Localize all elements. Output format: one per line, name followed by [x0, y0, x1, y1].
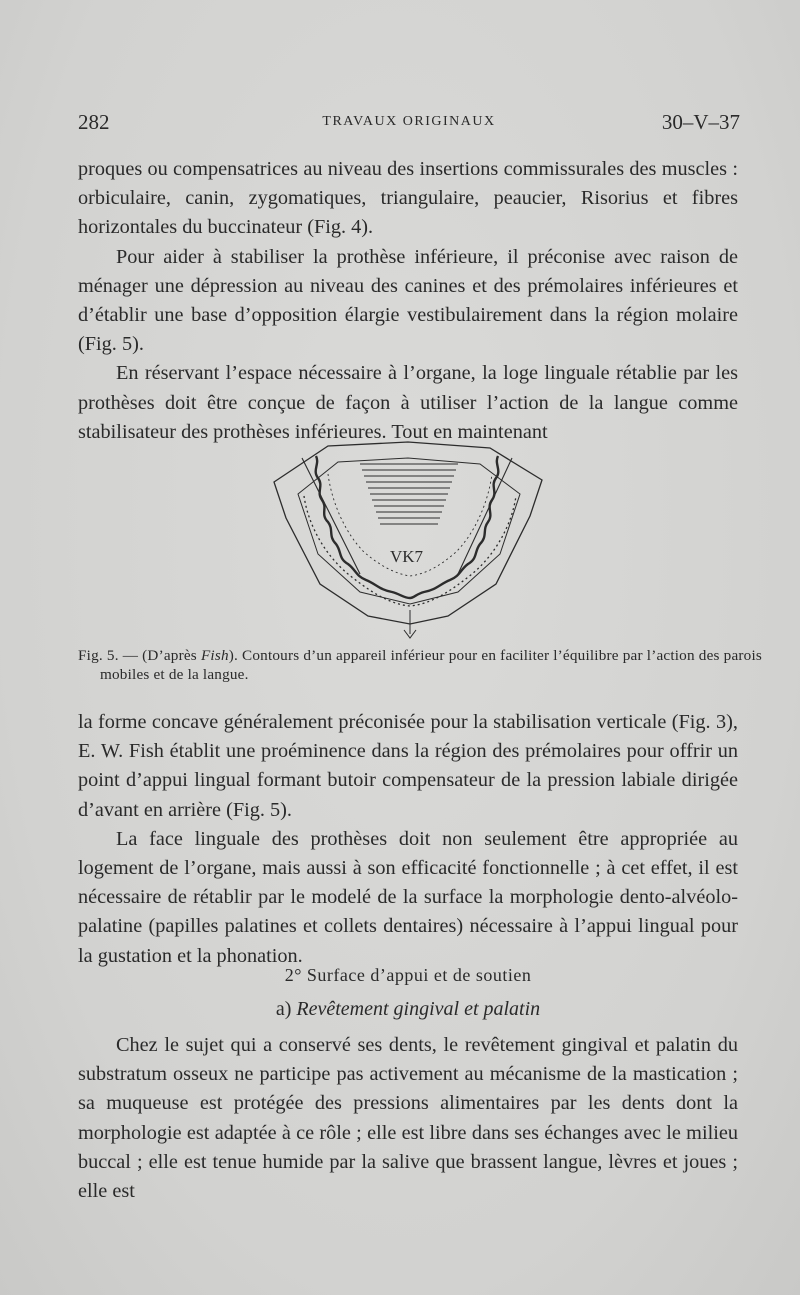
subheading-label: a): [275, 998, 297, 1020]
right-ridge: [410, 456, 498, 598]
bottom-text-block: [78, 1031, 738, 1206]
section-heading: 2° Surface d’appui et de soutien: [284, 965, 532, 985]
paragraph: la forme concave généralement préconisée pour la stabilisation verticale (Fig. 3), E. W. Fish établit une proéminence dans la région des prémolaires pour offrir un point d’appui lingual formant butoir compensateur de la pression labiale dirigée d’avant en arrière (Fig. 5).: [78, 711, 738, 821]
subsection-heading: [78, 998, 738, 1021]
top-text-block: [78, 155, 738, 447]
issue-date: 30–V–37: [661, 110, 740, 134]
cross-line: [458, 458, 512, 574]
subheading-title: Revêtement gingival et palatin: [296, 998, 541, 1020]
left-ridge: [316, 456, 410, 598]
paragraph: La face linguale des prothèses doit non seulement être appropriée au logement de l’organe, mais aussi à son efficacité fonctionnelle ; à cet effet, il est nécessaire de rétablir par le modelé de la surface la morphologie dento-alvéolo-palatine (papilles palatines et collets dentaires) nécessaire à l’appui lingual pour la gustation et la phonation.: [78, 827, 738, 967]
paragraph: Chez le sujet qui a conservé ses dents, le revêtement gingival et palatin du substratum osseux ne participe pas activement au mécanisme de la mastication ; sa muqueuse est protégée des pressions alimentaires par les dents dont la morphologie est adaptée à ce rôle ; elle est libre dans ses échanges avec le milieu buccal ; elle est tenue humide par la salive que brassent langue, lèvres et joues ; elle est: [78, 1034, 738, 1203]
caption-prefix: Fig. 5. — (D’après: [78, 647, 201, 664]
page-header: [78, 110, 740, 140]
paragraph: En réservant l’espace nécessaire à l’organe, la loge linguale rétablie par les prothèses doit être conçue de façon à utiliser l’action de la langue comme stabilisateur des prothèses inférieures. Tout en maintenant: [78, 362, 738, 443]
denture-figure: [268, 434, 548, 644]
paragraph: Pour aider à stabiliser la prothèse inférieure, il préconise avec raison de ménager une dépression au niveau des canines et des prémolaires inférieures et d’établir une base d’opposition élargie vestibulairement dans la région molaire (Fig. 5).: [78, 245, 738, 356]
paragraph: proques ou compensatrices au niveau des insertions commissurales des muscles : orbiculaire, canin, zygomatiques, triangulaire, peaucier, Risorius et fibres horizontales du buccinateur (Fig. 4).: [78, 158, 738, 239]
hatching: [360, 464, 458, 524]
caption-author: Fish: [200, 647, 229, 664]
page-number: 282: [78, 110, 110, 134]
figure-caption: [78, 646, 762, 684]
figure-inscription: VK7: [390, 547, 424, 566]
caption-text: ). Contours d’un appareil inférieur pour en faciliter l’équilibre par l’action des parois mobiles et de la langue.: [100, 647, 762, 683]
running-title: TRAVAUX ORIGINAUX: [322, 114, 496, 129]
middle-text-block: [78, 708, 738, 971]
cross-line: [302, 458, 360, 574]
